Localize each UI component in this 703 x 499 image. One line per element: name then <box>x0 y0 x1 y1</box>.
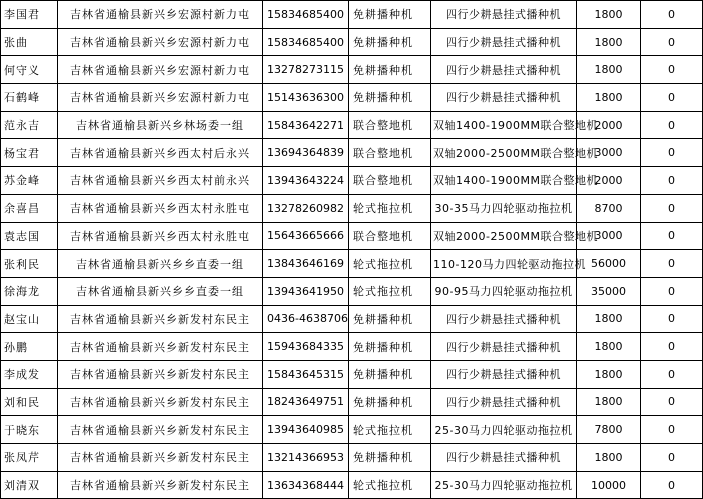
cell-machine-type[interactable]: 免耕播种机 <box>349 28 431 56</box>
cell-address[interactable]: 吉林省通榆县新兴乡宏源村新力屯 <box>58 84 263 112</box>
cell-amount[interactable]: 1800 <box>577 56 641 84</box>
cell-machine-type[interactable]: 免耕播种机 <box>349 1 431 29</box>
cell-phone[interactable]: 15843642271 <box>263 111 349 139</box>
cell-name[interactable]: 赵宝山 <box>1 305 58 333</box>
cell-name[interactable]: 余喜昌 <box>1 194 58 222</box>
cell-amount[interactable]: 56000 <box>577 250 641 278</box>
table-row <box>1 222 703 250</box>
cell-machine-model[interactable]: 双轴1400-1900MM联合整地机 <box>431 167 577 195</box>
cell-extra[interactable]: 0 <box>641 471 703 499</box>
cell-phone[interactable]: 15943684335 <box>263 333 349 361</box>
cell-extra[interactable]: 0 <box>641 167 703 195</box>
cell-amount[interactable]: 2000 <box>577 111 641 139</box>
cell-extra[interactable]: 0 <box>641 333 703 361</box>
cell-address[interactable]: 吉林省通榆县新兴乡新发村东民主 <box>58 471 263 499</box>
cell-phone[interactable]: 15643665666 <box>263 222 349 250</box>
table-row <box>1 444 703 472</box>
cell-machine-model[interactable]: 四行少耕悬挂式播种机 <box>431 305 577 333</box>
cell-extra[interactable]: 0 <box>641 1 703 29</box>
cell-address[interactable]: 吉林省通榆县新兴乡西太村前永兴 <box>58 167 263 195</box>
cell-address[interactable]: 吉林省通榆县新兴乡西太村永胜屯 <box>58 222 263 250</box>
cell-phone[interactable]: 13278273115 <box>263 56 349 84</box>
cell-machine-model[interactable]: 四行少耕悬挂式播种机 <box>431 1 577 29</box>
cell-extra[interactable]: 0 <box>641 222 703 250</box>
cell-machine-type[interactable]: 免耕播种机 <box>349 360 431 388</box>
cell-extra[interactable]: 0 <box>641 56 703 84</box>
table-row <box>1 28 703 56</box>
cell-phone[interactable]: 15834685400 <box>263 1 349 29</box>
cell-address[interactable]: 吉林省通榆县新兴乡西太村后永兴 <box>58 139 263 167</box>
cell-name[interactable]: 刘清双 <box>1 471 58 499</box>
cell-address[interactable]: 吉林省通榆县新兴乡新发村东民主 <box>58 388 263 416</box>
cell-name[interactable]: 范永吉 <box>1 111 58 139</box>
cell-machine-type[interactable]: 轮式拖拉机 <box>349 471 431 499</box>
cell-phone[interactable]: 13943641950 <box>263 277 349 305</box>
cell-machine-model[interactable]: 110-120马力四轮驱动拖拉机 <box>431 250 577 278</box>
cell-amount[interactable]: 10000 <box>577 471 641 499</box>
cell-extra[interactable]: 0 <box>641 277 703 305</box>
cell-machine-model[interactable]: 四行少耕悬挂式播种机 <box>431 360 577 388</box>
cell-phone[interactable]: 13843646169 <box>263 250 349 278</box>
cell-machine-model[interactable]: 四行少耕悬挂式播种机 <box>431 28 577 56</box>
cell-extra[interactable]: 0 <box>641 444 703 472</box>
cell-machine-type[interactable]: 免耕播种机 <box>349 388 431 416</box>
cell-extra[interactable]: 0 <box>641 139 703 167</box>
cell-address[interactable]: 吉林省通榆县新兴乡新发村东民主 <box>58 360 263 388</box>
cell-machine-model[interactable]: 25-30马力四轮驱动拖拉机 <box>431 416 577 444</box>
cell-machine-type[interactable]: 联合整地机 <box>349 111 431 139</box>
cell-extra[interactable]: 0 <box>641 84 703 112</box>
cell-address[interactable]: 吉林省通榆县新兴乡林场委一组 <box>58 111 263 139</box>
cell-name[interactable]: 李国君 <box>1 1 58 29</box>
cell-address[interactable]: 吉林省通榆县新兴乡宏源村新力屯 <box>58 56 263 84</box>
cell-amount[interactable]: 1800 <box>577 28 641 56</box>
cell-machine-model[interactable]: 四行少耕悬挂式播种机 <box>431 444 577 472</box>
cell-extra[interactable]: 0 <box>641 250 703 278</box>
table-row <box>1 84 703 112</box>
cell-machine-model[interactable]: 四行少耕悬挂式播种机 <box>431 388 577 416</box>
cell-phone[interactable]: 18243649751 <box>263 388 349 416</box>
cell-phone[interactable]: 15834685400 <box>263 28 349 56</box>
cell-extra[interactable]: 0 <box>641 388 703 416</box>
table-row <box>1 416 703 444</box>
cell-address[interactable]: 吉林省通榆县新兴乡新发村东民主 <box>58 416 263 444</box>
cell-amount[interactable]: 1800 <box>577 360 641 388</box>
cell-name[interactable]: 李成发 <box>1 360 58 388</box>
cell-address[interactable]: 吉林省通榆县新兴乡宏源村新力屯 <box>58 1 263 29</box>
cell-amount[interactable]: 2000 <box>577 167 641 195</box>
cell-amount[interactable]: 1800 <box>577 444 641 472</box>
table-row <box>1 333 703 361</box>
cell-name[interactable]: 杨宝君 <box>1 139 58 167</box>
table-row <box>1 139 703 167</box>
cell-machine-type[interactable]: 轮式拖拉机 <box>349 194 431 222</box>
cell-name[interactable]: 孙鹏 <box>1 333 58 361</box>
cell-extra[interactable]: 0 <box>641 416 703 444</box>
cell-extra[interactable]: 0 <box>641 305 703 333</box>
cell-phone[interactable]: 13214366953 <box>263 444 349 472</box>
cell-machine-type[interactable]: 免耕播种机 <box>349 444 431 472</box>
table-row <box>1 194 703 222</box>
cell-amount[interactable]: 35000 <box>577 277 641 305</box>
cell-extra[interactable]: 0 <box>641 360 703 388</box>
table-body <box>1 1 703 499</box>
cell-amount[interactable]: 1800 <box>577 305 641 333</box>
cell-amount[interactable]: 1800 <box>577 388 641 416</box>
cell-phone[interactable]: 13943640985 <box>263 416 349 444</box>
cell-address[interactable]: 吉林省通榆县新兴乡新发村东民主 <box>58 305 263 333</box>
table-row <box>1 1 703 29</box>
cell-name[interactable]: 苏金峰 <box>1 167 58 195</box>
cell-phone[interactable]: 0436-4638706 <box>263 305 349 333</box>
cell-machine-type[interactable]: 免耕播种机 <box>349 333 431 361</box>
cell-amount[interactable]: 8700 <box>577 194 641 222</box>
cell-amount[interactable]: 1800 <box>577 1 641 29</box>
cell-amount[interactable]: 7800 <box>577 416 641 444</box>
cell-address[interactable]: 吉林省通榆县新兴乡乡直委一组 <box>58 250 263 278</box>
table-row <box>1 277 703 305</box>
cell-name[interactable]: 袁志国 <box>1 222 58 250</box>
cell-address[interactable]: 吉林省通榆县新兴乡乡直委一组 <box>58 277 263 305</box>
cell-phone[interactable]: 15143636300 <box>263 84 349 112</box>
cell-machine-type[interactable]: 联合整地机 <box>349 167 431 195</box>
cell-machine-type[interactable]: 免耕播种机 <box>349 56 431 84</box>
cell-name[interactable]: 张曲 <box>1 28 58 56</box>
cell-name[interactable]: 徐海龙 <box>1 277 58 305</box>
table-row <box>1 388 703 416</box>
cell-machine-type[interactable]: 免耕播种机 <box>349 84 431 112</box>
cell-machine-model[interactable]: 四行少耕悬挂式播种机 <box>431 56 577 84</box>
cell-machine-type[interactable]: 免耕播种机 <box>349 305 431 333</box>
table-row <box>1 305 703 333</box>
cell-name[interactable]: 刘和民 <box>1 388 58 416</box>
table-row <box>1 471 703 499</box>
cell-name[interactable]: 于晓东 <box>1 416 58 444</box>
table-row <box>1 56 703 84</box>
cell-amount[interactable]: 1800 <box>577 333 641 361</box>
cell-address[interactable]: 吉林省通榆县新兴乡新发村东民主 <box>58 444 263 472</box>
cell-address[interactable]: 吉林省通榆县新兴乡宏源村新力屯 <box>58 28 263 56</box>
table-row <box>1 250 703 278</box>
cell-machine-type[interactable]: 联合整地机 <box>349 222 431 250</box>
table-row <box>1 111 703 139</box>
cell-machine-type[interactable]: 联合整地机 <box>349 139 431 167</box>
cell-extra[interactable]: 0 <box>641 111 703 139</box>
cell-machine-model[interactable]: 双轴2000-2500MM联合整地机 <box>431 139 577 167</box>
cell-machine-model[interactable]: 30-35马力四轮驱动拖拉机 <box>431 194 577 222</box>
cell-machine-type[interactable]: 轮式拖拉机 <box>349 250 431 278</box>
table-row <box>1 167 703 195</box>
cell-machine-type[interactable]: 轮式拖拉机 <box>349 277 431 305</box>
cell-machine-model[interactable]: 四行少耕悬挂式播种机 <box>431 84 577 112</box>
cell-address[interactable]: 吉林省通榆县新兴乡新发村东民主 <box>58 333 263 361</box>
cell-machine-model[interactable]: 四行少耕悬挂式播种机 <box>431 333 577 361</box>
cell-name[interactable]: 张利民 <box>1 250 58 278</box>
cell-name[interactable]: 石鹤峰 <box>1 84 58 112</box>
cell-phone[interactable]: 13634368444 <box>263 471 349 499</box>
cell-amount[interactable]: 3000 <box>577 139 641 167</box>
cell-machine-model[interactable]: 25-30马力四轮驱动拖拉机 <box>431 471 577 499</box>
cell-name[interactable]: 何守义 <box>1 56 58 84</box>
cell-machine-model[interactable]: 双轴2000-2500MM联合整地机 <box>431 222 577 250</box>
cell-machine-model[interactable]: 90-95马力四轮驱动拖拉机 <box>431 277 577 305</box>
cell-phone[interactable]: 15843645315 <box>263 360 349 388</box>
cell-machine-type[interactable]: 轮式拖拉机 <box>349 416 431 444</box>
cell-phone[interactable]: 13278260982 <box>263 194 349 222</box>
table-row <box>1 360 703 388</box>
cell-extra[interactable]: 0 <box>641 28 703 56</box>
cell-extra[interactable]: 0 <box>641 194 703 222</box>
cell-machine-model[interactable]: 双轴1400-1900MM联合整地机 <box>431 111 577 139</box>
cell-phone[interactable]: 13943643224 <box>263 167 349 195</box>
cell-amount[interactable]: 3000 <box>577 222 641 250</box>
cell-address[interactable]: 吉林省通榆县新兴乡西太村永胜屯 <box>58 194 263 222</box>
cell-amount[interactable]: 1800 <box>577 84 641 112</box>
cell-name[interactable]: 张凤芹 <box>1 444 58 472</box>
cell-phone[interactable]: 13694364839 <box>263 139 349 167</box>
